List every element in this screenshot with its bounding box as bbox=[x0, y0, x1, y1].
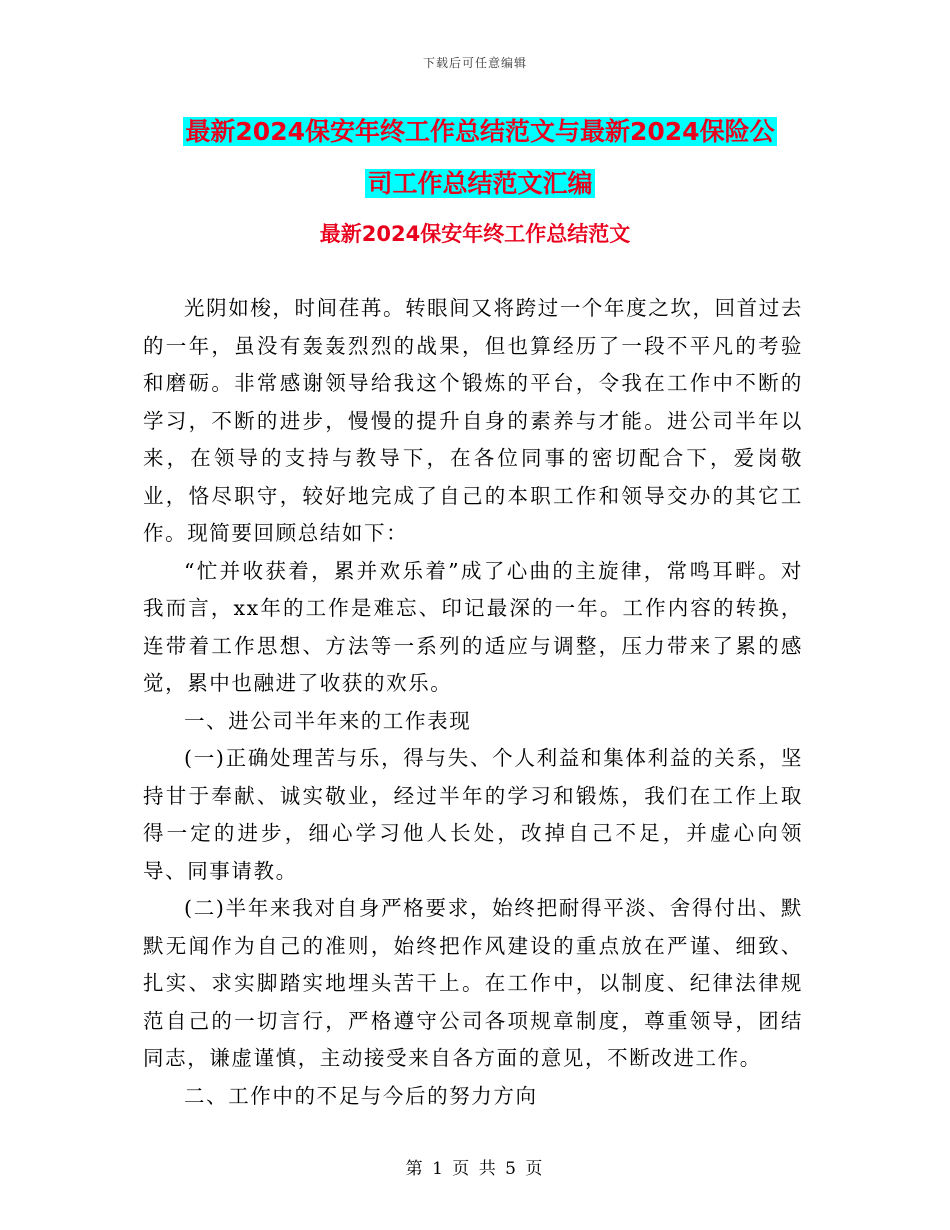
document-title-line-1: 最新2024保安年终工作总结范文与最新2024保险公 bbox=[185, 117, 775, 146]
document-title-line-2: 司工作总结范文汇编 bbox=[367, 169, 593, 198]
paragraph-motto: “忙并收获着，累并欢乐着”成了心曲的主旋律，常鸣耳畔。对我而言，xx年的工作是难忘、印记最深的一年。工作内容的转换，连带着工作思想、方法等一系列的适应与调整，压力带来了累的感觉，累中也融进了收获的欢乐。 bbox=[143, 558, 803, 695]
heading-shortcomings: 二、工作中的不足与今后的努力方向 bbox=[184, 1083, 538, 1108]
paragraph-point-1: (一)正确处理苦与乐，得与失、个人利益和集体利益的关系，坚持甘于奉献、诚实敬业，经过半年的学习和锻炼，我们在工作上取得一定的进步，细心学习他人长处，改掉自己不足，并虚心向领导、同事请教。 bbox=[143, 746, 803, 883]
paragraph-point-2: (二)半年来我对自身严格要求，始终把耐得平淡、舍得付出、默默无闻作为自己的准则，始终把作风建设的重点放在严谨、细致、扎实、求实脚踏实地埋头苦干上。在工作中，以制度、纪律法律规范自己的一切言行，严格遵守公司各项规章制度，尊重领导，团结同志，谦虚谨慎，主动接受来自各方面的意见，不断改进工作。 bbox=[143, 896, 803, 1070]
document-title bbox=[140, 106, 820, 210]
section-title: 最新2024保安年终工作总结范文 bbox=[319, 222, 631, 246]
page-footer: 第 1 页 共 5 页 bbox=[405, 1159, 545, 1179]
document-body bbox=[143, 290, 803, 1115]
heading-work-performance: 一、进公司半年来的工作表现 bbox=[184, 708, 472, 733]
paragraph-intro: 光阴如梭，时间荏苒。转眼间又将跨过一个年度之坎，回首过去的一年，虽没有轰轰烈烈的战果，但也算经历了一段不平凡的考验和磨砺。非常感谢领导给我这个锻炼的平台，令我在工作中不断的学习，不断的进步，慢慢的提升自身的素养与才能。进公司半年以来，在领导的支持与教导下，在各位同事的密切配合下，爱岗敬业，恪尽职守，较好地完成了自己的本职工作和领导交办的其它工作。现简要回顾总结如下： bbox=[143, 296, 803, 545]
header-note: 下载后可任意编辑 bbox=[422, 56, 527, 70]
